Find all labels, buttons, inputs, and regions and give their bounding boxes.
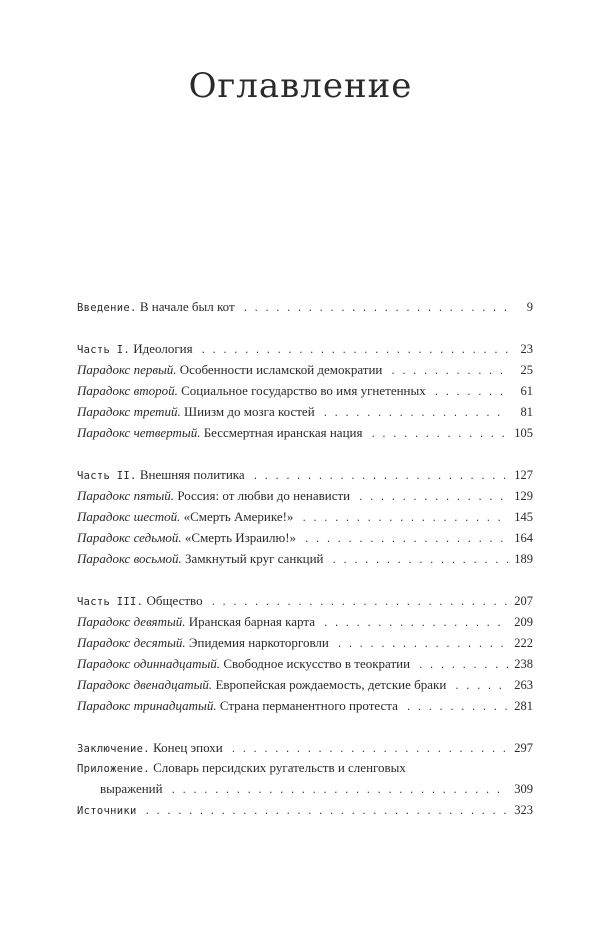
entry-title: выражений bbox=[100, 781, 163, 796]
toc-entry-sources[interactable] bbox=[77, 799, 533, 820]
page-title: Оглавление bbox=[188, 66, 413, 106]
page-number: 23 bbox=[520, 342, 533, 356]
entry-italic-prefix: Парадокс двенадцатый. bbox=[77, 677, 213, 692]
entry-label bbox=[77, 422, 362, 443]
entry-italic-prefix: Парадокс тринадцатый. bbox=[77, 698, 217, 713]
entry-label bbox=[77, 758, 406, 779]
entry-title: Страна перманентного протеста bbox=[219, 698, 398, 713]
toc-group-part-2 bbox=[77, 464, 533, 569]
entry-prefix: Введение. bbox=[77, 302, 137, 314]
toc-entry-paradox[interactable] bbox=[77, 653, 533, 674]
dot-leader bbox=[332, 551, 509, 572]
page-number: 81 bbox=[520, 405, 533, 419]
entry-label bbox=[77, 590, 203, 613]
entry-italic-prefix: Парадокс третий. bbox=[77, 404, 181, 419]
dot-leader bbox=[301, 509, 508, 530]
toc-entry-paradox[interactable] bbox=[77, 527, 533, 548]
toc-entry-paradox[interactable] bbox=[77, 485, 533, 506]
entry-title: «Смерть Америке!» bbox=[183, 509, 294, 524]
dot-leader bbox=[145, 802, 509, 823]
dot-leader bbox=[358, 488, 508, 509]
entry-label bbox=[77, 380, 426, 401]
toc-group-end-matter bbox=[77, 737, 533, 820]
page-number: 263 bbox=[514, 678, 533, 692]
entry-italic-prefix: Парадокс второй. bbox=[77, 383, 178, 398]
entry-title: Конец эпохи bbox=[153, 740, 223, 755]
entry-title: Шиизм до мозга костей bbox=[183, 404, 315, 419]
toc-entry-appendix[interactable] bbox=[77, 758, 533, 778]
toc-entry-paradox[interactable] bbox=[77, 401, 533, 422]
entry-label bbox=[77, 737, 223, 760]
toc-entry-paradox[interactable] bbox=[77, 506, 533, 527]
page-number: 297 bbox=[514, 741, 533, 755]
dot-leader bbox=[171, 781, 509, 802]
entry-label bbox=[77, 611, 315, 632]
entry-italic-prefix: Парадокс первый. bbox=[77, 362, 177, 377]
toc-entry-part-heading[interactable] bbox=[77, 464, 533, 485]
entry-prefix: Часть III. bbox=[77, 596, 144, 608]
entry-title: Россия: от любви до ненависти bbox=[177, 488, 351, 503]
page-number: 129 bbox=[514, 489, 533, 503]
page-number: 105 bbox=[514, 426, 533, 440]
entry-label bbox=[77, 359, 382, 380]
entry-label bbox=[77, 338, 193, 361]
entry-label bbox=[77, 674, 446, 695]
dot-leader bbox=[323, 614, 508, 635]
page-number: 323 bbox=[514, 803, 533, 817]
entry-italic-prefix: Парадокс одиннадцатый. bbox=[77, 656, 221, 671]
page-number: 189 bbox=[514, 552, 533, 566]
entry-title: Свободное искусство в теократии bbox=[223, 656, 411, 671]
entry-label bbox=[77, 527, 296, 548]
entry-prefix: Источники bbox=[77, 805, 137, 817]
dot-leader bbox=[454, 677, 508, 698]
entry-label bbox=[77, 695, 398, 716]
dot-leader bbox=[304, 530, 508, 551]
toc-entry-intro[interactable] bbox=[77, 296, 533, 317]
entry-title: Особенности исламской демократии bbox=[179, 362, 383, 377]
entry-title: Иранская барная карта bbox=[188, 614, 315, 629]
toc-entry-appendix-continued[interactable] bbox=[77, 778, 533, 799]
entry-title: Социальное государство во имя угнетенных bbox=[181, 383, 426, 398]
entry-italic-prefix: Парадокс седьмой. bbox=[77, 530, 182, 545]
toc-entry-paradox[interactable] bbox=[77, 380, 533, 401]
page-number: 281 bbox=[514, 699, 533, 713]
toc-entry-paradox[interactable] bbox=[77, 422, 533, 443]
page-number: 9 bbox=[526, 300, 533, 314]
entry-label bbox=[77, 464, 245, 487]
toc-entry-part-heading[interactable] bbox=[77, 338, 533, 359]
entry-label bbox=[100, 778, 163, 799]
toc-group-intro bbox=[77, 296, 533, 317]
toc-entry-conclusion[interactable] bbox=[77, 737, 533, 758]
entry-title: Идеология bbox=[133, 341, 193, 356]
entry-title: Европейская рождаемость, детские браки bbox=[215, 677, 447, 692]
toc-entry-paradox[interactable] bbox=[77, 611, 533, 632]
page-number: 207 bbox=[514, 594, 533, 608]
toc-entry-part-heading[interactable] bbox=[77, 590, 533, 611]
dot-leader bbox=[434, 383, 509, 404]
entry-title: Замкнутый круг санкций bbox=[185, 551, 324, 566]
entry-label bbox=[77, 401, 315, 422]
table-of-contents bbox=[77, 296, 533, 841]
page-number: 222 bbox=[514, 636, 533, 650]
entry-italic-prefix: Парадокс четвертый. bbox=[77, 425, 201, 440]
toc-entry-paradox[interactable] bbox=[77, 695, 533, 716]
toc-entry-paradox[interactable] bbox=[77, 632, 533, 653]
dot-leader bbox=[243, 299, 509, 320]
entry-title: Эпидемия наркоторговли bbox=[188, 635, 329, 650]
entry-label bbox=[77, 296, 235, 319]
toc-group-part-3 bbox=[77, 590, 533, 716]
entry-title: Внешняя политика bbox=[139, 467, 245, 482]
toc-entry-paradox[interactable] bbox=[77, 359, 533, 380]
entry-italic-prefix: Парадокс девятый. bbox=[77, 614, 186, 629]
entry-italic-prefix: Парадокс десятый. bbox=[77, 635, 186, 650]
entry-prefix: Часть I. bbox=[77, 344, 130, 356]
entry-italic-prefix: Парадокс пятый. bbox=[77, 488, 175, 503]
entry-prefix: Часть II. bbox=[77, 470, 137, 482]
entry-label bbox=[77, 506, 293, 527]
entry-italic-prefix: Парадокс шестой. bbox=[77, 509, 181, 524]
toc-group-part-1 bbox=[77, 338, 533, 443]
page-number: 309 bbox=[514, 782, 533, 796]
entry-label bbox=[77, 653, 410, 674]
entry-title: В начале был кот bbox=[139, 299, 235, 314]
entry-title: Бессмертная иранская нация bbox=[203, 425, 363, 440]
page-number: 145 bbox=[514, 510, 533, 524]
dot-leader bbox=[370, 425, 508, 446]
page-number: 238 bbox=[514, 657, 533, 671]
entry-label bbox=[77, 799, 137, 822]
entry-title: «Смерть Израилю!» bbox=[184, 530, 297, 545]
entry-label bbox=[77, 632, 329, 653]
page-number: 209 bbox=[514, 615, 533, 629]
entry-label bbox=[77, 548, 324, 569]
entry-italic-prefix: Парадокс восьмой. bbox=[77, 551, 182, 566]
page-number: 164 bbox=[514, 531, 533, 545]
toc-entry-paradox[interactable] bbox=[77, 548, 533, 569]
toc-entry-paradox[interactable] bbox=[77, 674, 533, 695]
entry-prefix: Заключение. bbox=[77, 743, 150, 755]
page-number: 61 bbox=[520, 384, 533, 398]
entry-title: Словарь персидских ругательств и сленговых bbox=[153, 760, 406, 775]
dot-leader bbox=[406, 698, 508, 719]
page-number: 127 bbox=[514, 468, 533, 482]
entry-title: Общество bbox=[146, 593, 203, 608]
entry-label bbox=[77, 485, 350, 506]
page-number: 25 bbox=[520, 363, 533, 377]
entry-prefix: Приложение. bbox=[77, 763, 150, 775]
